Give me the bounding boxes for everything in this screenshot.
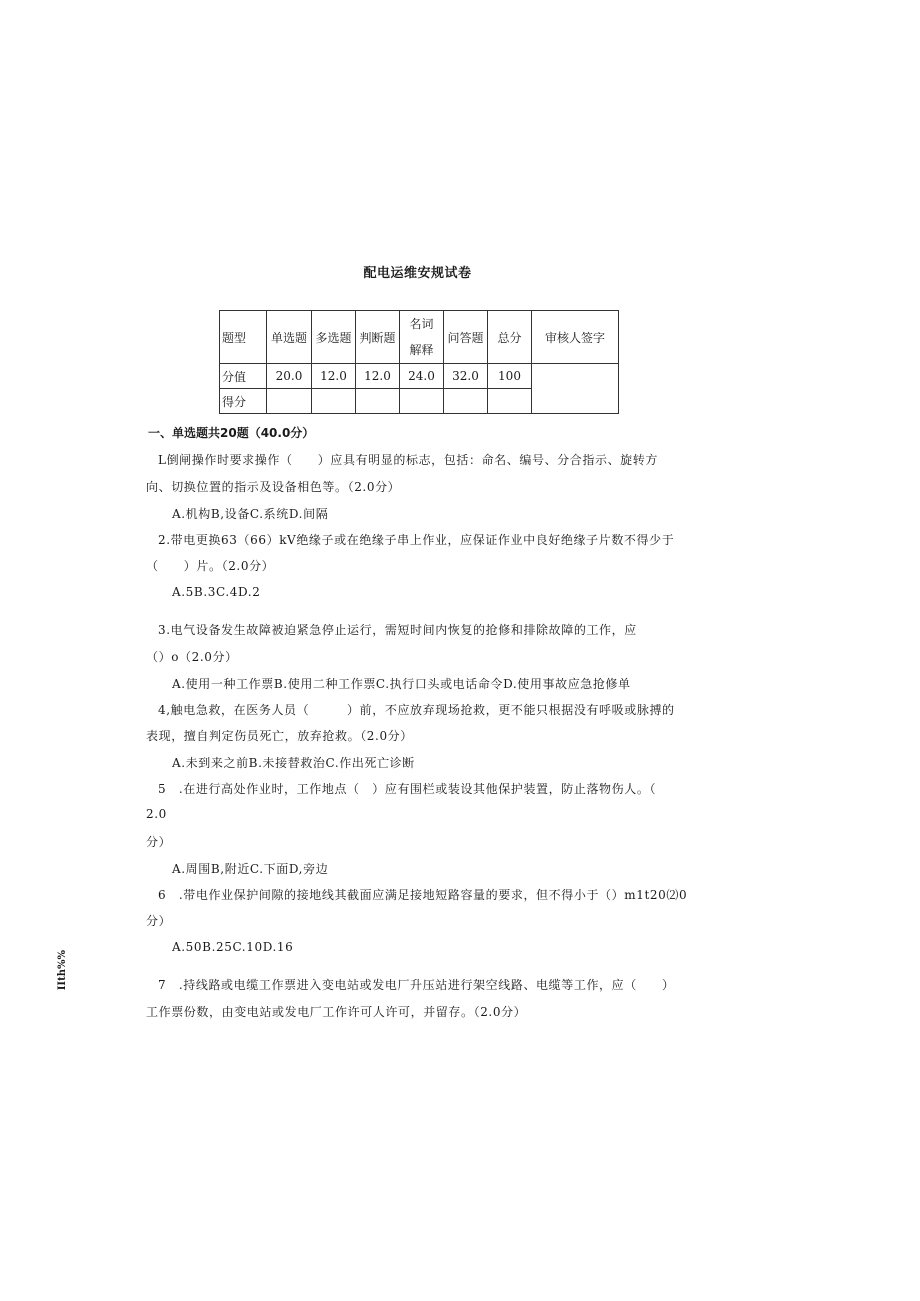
- table-header-cell: 审核人签字: [532, 311, 619, 364]
- score-value-cell: 12.0: [356, 364, 400, 389]
- earned-score-cell: [488, 389, 532, 414]
- question-text: 分）: [146, 835, 172, 849]
- score-value-cell: 20.0: [267, 364, 312, 389]
- score-table: [219, 310, 619, 414]
- question-text: （）o（2.0分）: [146, 650, 238, 664]
- score-value-cell: 32.0: [444, 364, 488, 389]
- earned-score-cell: [312, 389, 356, 414]
- question-text: 工作票份数，由变电站或发电厂工作许可人许可，并留存。（2.0分）: [146, 1005, 527, 1019]
- question-text: 3.电气设备发生故障被迫紧急停止运行，需短时间内恢复的抢修和排除故障的工作，应: [158, 623, 637, 637]
- earned-score-cell: [400, 389, 444, 414]
- score-value-cell: 12.0: [312, 364, 356, 389]
- earned-score-cell: [356, 389, 400, 414]
- header-text-line: 名词: [409, 317, 434, 331]
- table-header-cell: 题型: [220, 311, 267, 364]
- question-text: 5 .在进行高处作业时，工作地点（ ）应有围栏或装设其他保护装置，防止落物伤人。（: [158, 782, 657, 796]
- question-text: （ ）片。（2.0分）: [146, 559, 275, 573]
- answer-options: A.周围B,附近C.下面D,旁边: [172, 862, 329, 876]
- table-header-cell: [400, 311, 444, 364]
- question-text: 2.带电更换63（66）kV绝缘子或在绝缘子串上作业，应保证作业中良好绝缘子片数不得少于: [158, 533, 675, 547]
- table-header-cell: 总分: [488, 311, 532, 364]
- question-text: 表现，擅自判定伤员死亡，放弃抢救。（2.0分）: [146, 729, 413, 743]
- table-header-cell: 判断题: [356, 311, 400, 364]
- question-text: 分）: [146, 914, 172, 928]
- header-text-line: 解释: [409, 343, 434, 357]
- answer-options: A.使用一种工作票B.使用二种工作票C.执行口头或电话命令D.使用事故应急抢修单: [172, 677, 631, 691]
- score-value-cell: 24.0: [400, 364, 444, 389]
- row-label: 得分: [220, 389, 267, 414]
- earned-score-cell: [267, 389, 312, 414]
- question-text: 向、切换位置的指示及设备相色等。（2.0分）: [146, 480, 401, 494]
- table-header-cell: 单选题: [267, 311, 312, 364]
- answer-options: A.5B.3C.4D.2: [172, 585, 261, 599]
- margin-mark: IIth%%: [57, 950, 68, 991]
- score-value-cell: 100: [488, 364, 532, 389]
- question-text: L倒闸操作时要求操作（ ）应具有明显的标志，包括：命名、编号、分合指示、旋转方: [158, 453, 658, 467]
- page-title: 配电运维安规试卷: [363, 266, 472, 281]
- row-label: 分值: [220, 364, 267, 389]
- question-text: 2.0: [146, 807, 167, 821]
- section-heading: 一、单选题共20题（40.0分）: [148, 426, 315, 440]
- earned-score-cell: [444, 389, 488, 414]
- table-header-cell: 问答题: [444, 311, 488, 364]
- answer-options: A.机构B,设备C.系统D.间隔: [172, 507, 329, 521]
- question-text: 4,触电急救，在医务人员（ ）前，不应放弃现场抢救，更不能只根据没有呼吸或脉搏的: [158, 703, 675, 717]
- table-header-cell: 多选题: [312, 311, 356, 364]
- question-text: 7 .持线路或电缆工作票进入变电站或发电厂升压站进行架空线路、电缆等工作，应（ ）: [158, 978, 675, 992]
- answer-options: A.未到来之前B.未接替救治C.作出死亡诊断: [172, 756, 415, 770]
- answer-options: A.50B.25C.10D.16: [172, 940, 294, 954]
- reviewer-signature-cell: [532, 364, 619, 414]
- question-text: 6 .带电作业保护间隙的接地线其截面应满足接地短路容量的要求，但不得小于（）m1t20⑵0: [158, 888, 688, 902]
